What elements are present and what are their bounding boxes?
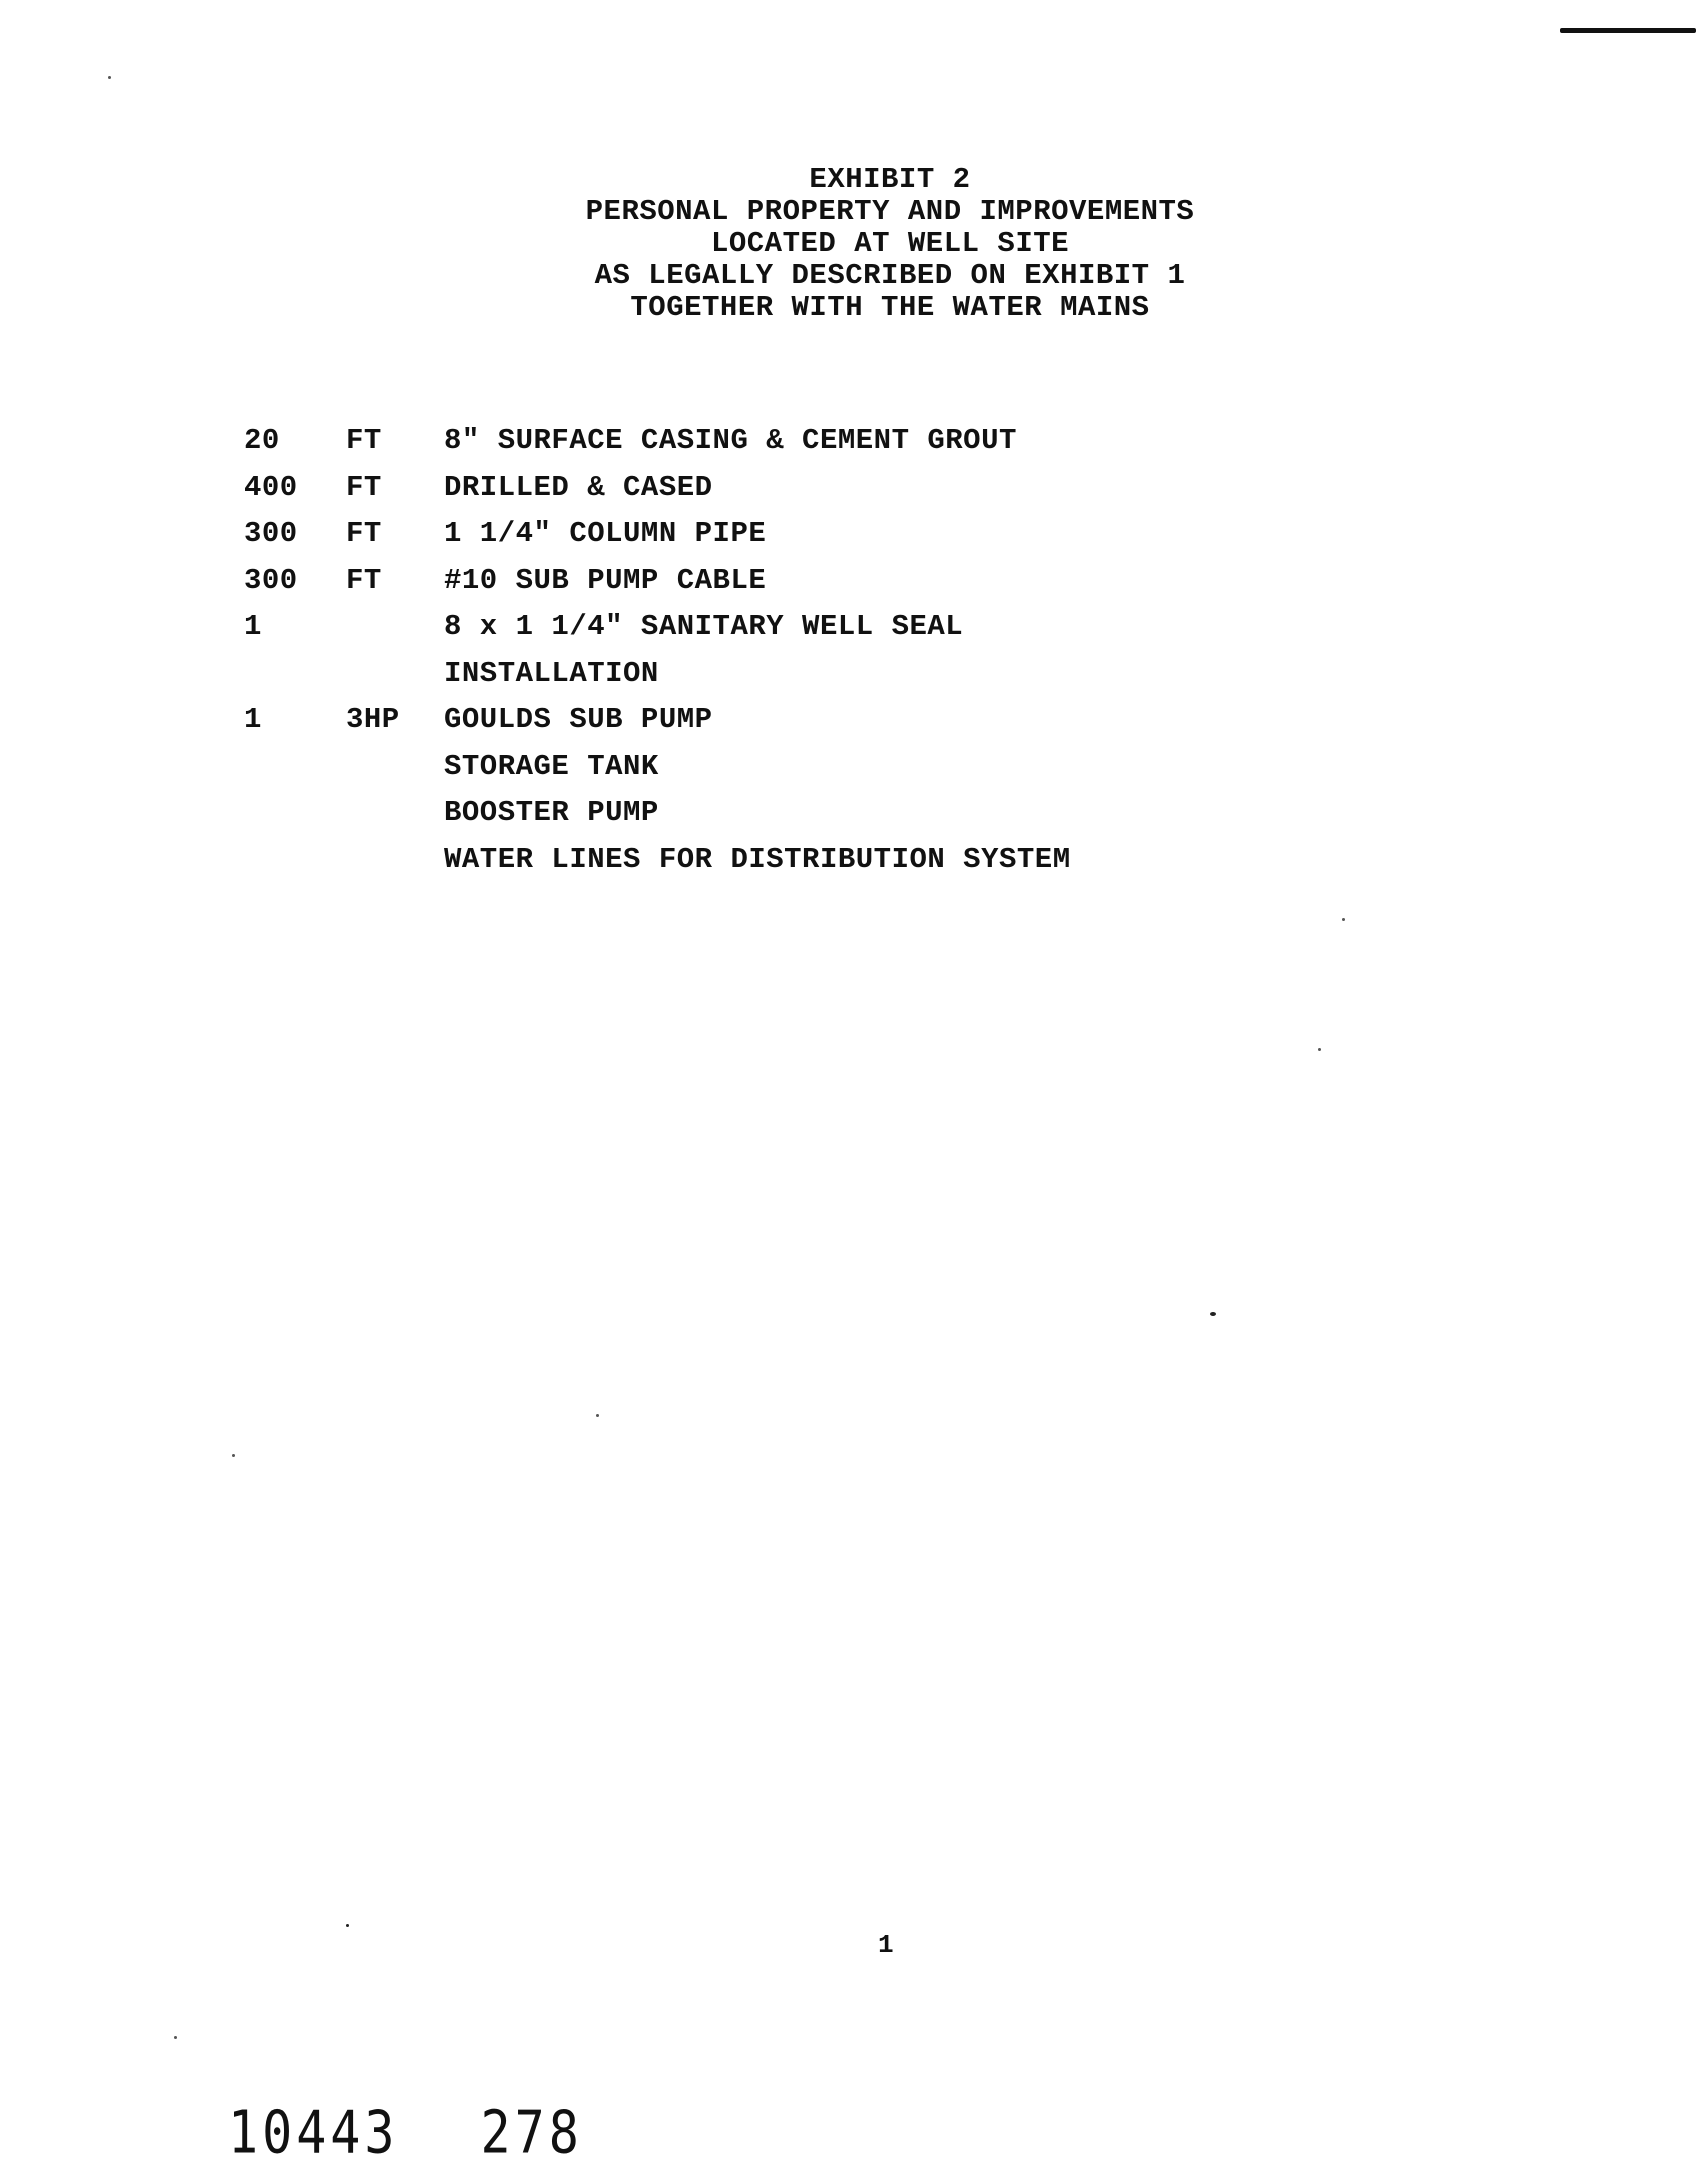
page-number: 1: [878, 1930, 894, 1960]
item-description: DRILLED & CASED: [444, 470, 713, 504]
item-description: 8 x 1 1/4" SANITARY WELL SEAL: [444, 610, 964, 643]
scan-speck: [1342, 918, 1345, 921]
item-quantity: 400: [244, 470, 298, 504]
scan-speck: [596, 1414, 599, 1417]
item-quantity: 300: [244, 563, 298, 597]
recording-book-number: 10443: [228, 2098, 399, 2167]
item-description: 1 1/4" COLUMN PIPE: [444, 517, 767, 550]
heading-line-3: LOCATED AT WELL SITE: [710, 227, 1070, 260]
recording-stamp: [228, 2098, 583, 2166]
item-description: GOULDS SUB PUMP: [444, 703, 713, 736]
scan-artifact-line: [1560, 28, 1696, 33]
item-description: INSTALLATION: [444, 656, 659, 690]
item-quantity: 300: [244, 517, 298, 550]
heading-line-5: TOGETHER WITH THE WATER MAINS: [630, 291, 1150, 324]
item-unit: 3HP: [346, 703, 400, 736]
scan-speck: [232, 1454, 235, 1457]
scan-speck: [174, 2036, 177, 2039]
exhibit-title: EXHIBIT 2: [809, 163, 971, 196]
item-description: 8" SURFACE CASING & CEMENT GROUT: [444, 424, 1017, 457]
item-unit: FT: [346, 517, 382, 550]
scan-speck: [108, 76, 111, 79]
scan-speck: [1318, 1048, 1321, 1051]
item-quantity: 20: [244, 424, 280, 457]
scan-speck: [1210, 1312, 1216, 1316]
recording-page-number: 278: [480, 2098, 583, 2167]
item-unit: FT: [346, 563, 382, 597]
item-unit: FT: [346, 424, 382, 457]
item-description: #10 SUB PUMP CABLE: [444, 563, 767, 597]
item-description: WATER LINES FOR DISTRIBUTION SYSTEM: [444, 842, 1071, 876]
exhibit-heading: [500, 164, 1280, 324]
item-quantity: 1: [244, 703, 262, 736]
heading-line-4: AS LEGALLY DESCRIBED ON EXHIBIT 1: [594, 259, 1186, 292]
item-description: BOOSTER PUMP: [444, 796, 659, 829]
item-quantity: 1: [244, 610, 262, 643]
heading-line-2: PERSONAL PROPERTY AND IMPROVEMENTS: [585, 195, 1195, 228]
item-description: STORAGE TANK: [444, 749, 659, 783]
item-unit: FT: [346, 470, 382, 504]
scan-speck: [346, 1924, 349, 1927]
